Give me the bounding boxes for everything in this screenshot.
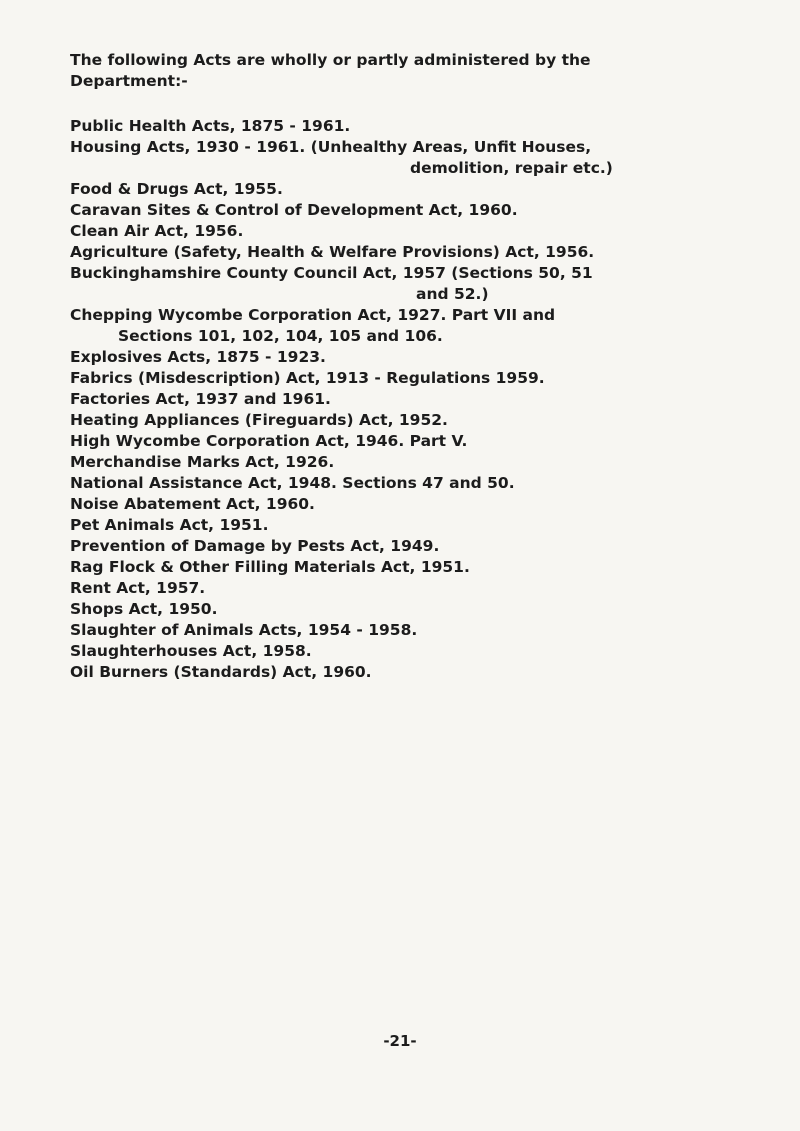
act-item: Food & Drugs Act, 1955. [70, 180, 283, 198]
act-item: Shops Act, 1950. [70, 600, 218, 618]
act-item: Slaughter of Animals Acts, 1954 - 1958. [70, 621, 418, 639]
act-item: Merchandise Marks Act, 1926. [70, 453, 335, 471]
act-item: Slaughterhouses Act, 1958. [70, 642, 312, 660]
act-item: Agriculture (Safety, Health & Welfare Provisions) Act, 1956. [70, 243, 595, 261]
intro-paragraph: The following Acts are wholly or partly administered by the Department:- [70, 51, 591, 90]
act-item: High Wycombe Corporation Act, 1946. Part V. [70, 432, 468, 450]
act-item: Rag Flock & Other Filling Materials Act, 1951. [70, 558, 470, 576]
page-number: -21- [383, 1032, 417, 1050]
act-item: Oil Burners (Standards) Act, 1960. [70, 663, 372, 681]
act-item: Rent Act, 1957. [70, 579, 206, 597]
act-item: Chepping Wycombe Corporation Act, 1927. Part VII and Sections 101, 102, 104, 105 and 106. [70, 306, 556, 345]
act-item: Buckinghamshire County Council Act, 1957 (Sections 50, 51 and 52.) [70, 264, 593, 303]
act-item: Housing Acts, 1930 - 1961. (Unhealthy Areas, Unfit Houses, demolition, repair etc.) [70, 138, 613, 177]
act-item: Clean Air Act, 1956. [70, 222, 244, 240]
act-item: Prevention of Damage by Pests Act, 1949. [70, 537, 440, 555]
act-item: Explosives Acts, 1875 - 1923. [70, 348, 326, 366]
act-item: Noise Abatement Act, 1960. [70, 495, 315, 513]
act-item: Caravan Sites & Control of Development Act, 1960. [70, 201, 518, 219]
act-item: National Assistance Act, 1948. Sections 47 and 50. [70, 474, 515, 492]
act-item: Heating Appliances (Fireguards) Act, 1952. [70, 411, 448, 429]
act-item: Fabrics (Misdescription) Act, 1913 - Regulations 1959. [70, 369, 545, 387]
act-item: Factories Act, 1937 and 1961. [70, 390, 331, 408]
acts-list [70, 116, 740, 683]
act-item: Public Health Acts, 1875 - 1961. [70, 117, 351, 135]
act-item: Pet Animals Act, 1951. [70, 516, 269, 534]
